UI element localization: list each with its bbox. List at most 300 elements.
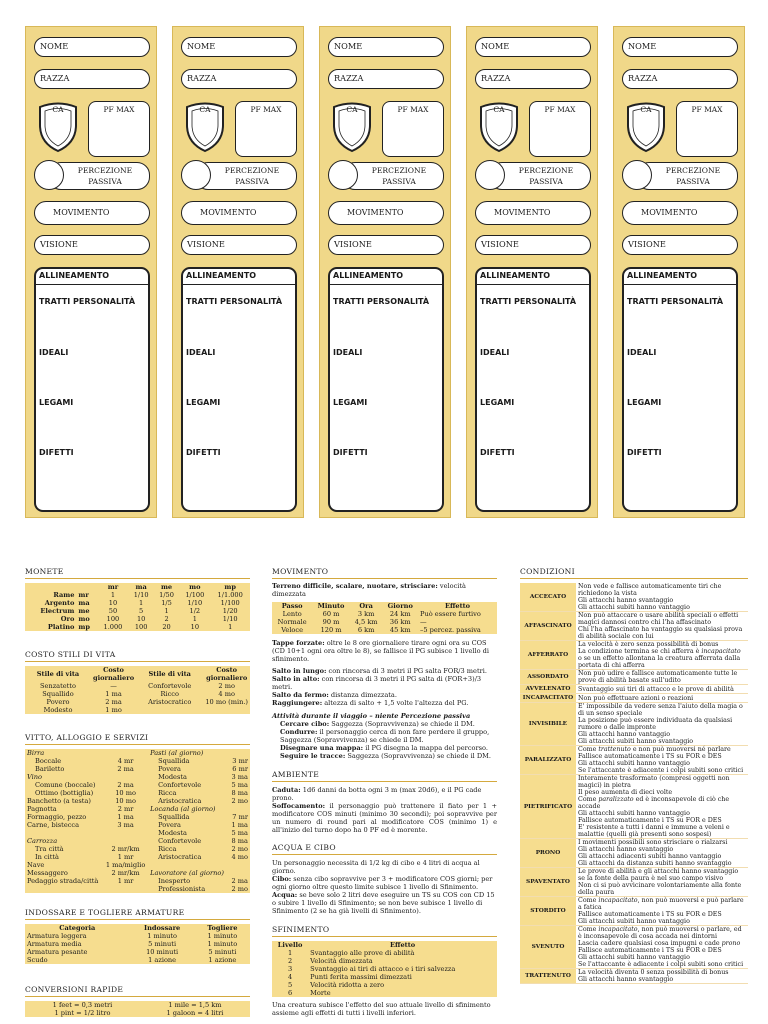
monete-row-cell: 1/100 [210, 599, 250, 607]
vitto-row-cell [25, 885, 103, 893]
armature-row [25, 948, 250, 956]
disegnare-mappa: Disegnare una mappa: il PG disegna la mappa del percorso. [280, 744, 488, 752]
monete-header-cell: mo [179, 583, 210, 591]
vitto-row-cell: 2 mo [229, 885, 250, 893]
armature-header-cell: Togliere [195, 924, 250, 932]
condizione-row [520, 670, 748, 685]
armature-row [25, 940, 250, 948]
divider [183, 284, 295, 285]
monete-row-cell: 1 [179, 615, 210, 623]
monete-header-cell: ma [128, 583, 153, 591]
vitto-row-cell: Confortevole [148, 837, 229, 845]
sfinimento-row-cell: 5 [272, 981, 308, 989]
vitto-row-cell: 6 mr [229, 765, 250, 773]
movimento-row-cell: Veloce [272, 626, 312, 634]
monete-row [25, 615, 250, 623]
monete-row-cell: 1 [128, 599, 153, 607]
movimento-row-cell: Normale [272, 618, 312, 626]
vitto-row [25, 829, 250, 837]
vitto-row-cell: Nave [25, 861, 103, 869]
sfinimento-section [272, 925, 497, 1017]
max-hp-box[interactable]: PF MAX [529, 101, 591, 157]
monete-row-cell: 2 [154, 615, 179, 623]
vitto-row-cell: 1 ma [103, 813, 148, 821]
vitto-row-cell: Pasti (al giorno) [148, 749, 229, 757]
passive-perception-circle[interactable] [181, 160, 211, 190]
condizione-row [520, 969, 748, 984]
vitto-row [25, 845, 250, 853]
alignment-label: ALLINEAMENTO [627, 271, 698, 280]
movimento-row-cell: Lento [272, 610, 312, 618]
vitto-row-cell: 2 ma [229, 877, 250, 885]
monete-row-cell: 1/10 [128, 591, 153, 599]
name-field[interactable]: NOME [475, 37, 591, 57]
vitto-row-cell [103, 773, 148, 781]
vitto-row-cell: Povera [148, 765, 229, 773]
personality-box[interactable] [328, 267, 444, 512]
vitto-row-cell: Aristocratica [148, 853, 229, 861]
vitto-row-cell: 10 mo [103, 789, 148, 797]
alignment-label: ALLINEAMENTO [333, 271, 404, 280]
personality-box[interactable] [622, 267, 738, 512]
vitto-row-cell: Boccale [25, 757, 103, 765]
passive-perception-box[interactable]: PERCEZIONE PASSIVA [636, 162, 738, 190]
vitto-row-cell: 2 mr/km [103, 869, 148, 877]
sfinimento-row-cell: 2 [272, 957, 308, 965]
monete-row [25, 607, 250, 615]
race-field[interactable]: RAZZA [328, 69, 444, 89]
condizione-effect: La velocità è zero senza possibilità di bonus La condizione termina se chi afferra è incapacitato o se un effetto allontana la creatura afferrata dalla portata di chi afferra [576, 641, 748, 670]
monete-row-cell: 1 [97, 591, 128, 599]
monete-row [25, 599, 250, 607]
personality-box[interactable] [34, 267, 150, 512]
conversioni-row-cell: 1 feet = 0,3 metri [25, 1001, 140, 1009]
monete-row-cell: 1/50 [154, 591, 179, 599]
movimento-title: MOVIMENTO [272, 567, 497, 579]
monete-row-cell: ma [76, 599, 97, 607]
vitto-row-cell: Birra [25, 749, 103, 757]
vision-field[interactable]: VISIONE [475, 235, 591, 255]
vitto-row [25, 765, 250, 773]
traits-label: TRATTI PERSONALITÀ [627, 297, 724, 306]
movimento-row [272, 610, 497, 618]
conversioni-row-cell: 1 galoon = 4 litri [140, 1009, 250, 1017]
condizione-effect: Come incapacitato, non può muoversi o parlare, ed è inconsapevole di cosa accada nei dintorni Lascia cadere qualsiasi cosa impugni e cade prono Fallisce automaticamente i TS su FOR e DES Gli attacchi subiti hanno vantaggio Se l'attaccante è adiacente i colpi subiti sono critici [576, 926, 748, 969]
ambiente-title: AMBIENTE [272, 770, 497, 782]
vitto-row-cell: Banchetto (a testa) [25, 797, 103, 805]
condizione-name: TRATTENUTO [520, 969, 576, 984]
passive-perception-box[interactable]: PERCEZIONE PASSIVA [342, 162, 444, 190]
vitto-row-cell: 2 mr [103, 805, 148, 813]
monete-row-cell: 10 [179, 623, 210, 631]
monete-row-cell: mp [76, 623, 97, 631]
sfinimento-header-cell: Livello [272, 941, 308, 949]
costo-row-cell: Povero [25, 698, 91, 706]
passive-perception-circle[interactable] [475, 160, 505, 190]
vitto-row-cell: 5 ma [229, 829, 250, 837]
armature-row [25, 956, 250, 964]
monete-row-cell: Argento [25, 599, 76, 607]
monete-row-cell: 1/2 [179, 607, 210, 615]
monete-row-cell: 20 [154, 623, 179, 631]
sfinimento-row-cell: Svantaggio ai tiri di attacco e i tiri salvezza [308, 965, 497, 973]
alignment-label: ALLINEAMENTO [186, 271, 257, 280]
acqua-p1: Un personaggio necessita di 1/2 kg di cibo e 4 litri di acqua al giorno. [272, 859, 480, 875]
condizione-effect: La velocità diventa 0 senza possibilità di bonus Gli attacchi hanno svantaggio [576, 969, 748, 984]
personality-box[interactable] [181, 267, 297, 512]
race-field[interactable]: RAZZA [475, 69, 591, 89]
vitto-row [25, 869, 250, 877]
costo-row-cell: 1 ma [91, 690, 136, 698]
monete-row-cell: 1 [154, 607, 179, 615]
sfinimento-row-cell: 1 [272, 949, 308, 957]
monete-row-cell: 1/10 [179, 599, 210, 607]
vitto-row-cell: Squallida [148, 813, 229, 821]
condizione-row [520, 641, 748, 670]
ac-label: CA [346, 105, 358, 114]
cercare-cibo: Cercare cibo: Saggezza (Sopravvivenza) se chiede il DM. [280, 720, 475, 728]
costo-row-cell: 2 ma [91, 698, 136, 706]
vitto-row-cell: Modesta [148, 829, 229, 837]
ac-label: CA [52, 105, 64, 114]
armature-header-cell: Indossare [129, 924, 194, 932]
movimento-row [272, 626, 497, 634]
condizione-name: PIETRIFICATO [520, 775, 576, 839]
costo-row-cell: Aristocratico [136, 698, 203, 706]
acqua-section [272, 843, 497, 915]
costo-row-cell: 10 mo (min.) [205, 698, 248, 706]
alignment-label: ALLINEAMENTO [39, 271, 110, 280]
passive-perception-circle[interactable] [622, 160, 652, 190]
tappe-forzate: Tappe forzate: oltre le 8 ore giornaliere tirare ogni ora su COS (CD 10+1 ogni ora oltre le 8), se fallisce il PG subisce 1 livello di sfinimento. [272, 639, 489, 663]
movimento-row-cell: 3 km [350, 610, 383, 618]
conversioni-title: CONVERSIONI RAPIDE [25, 985, 250, 997]
movement-field[interactable]: MOVIMENTO [475, 201, 591, 225]
condizione-name: AFFERRATO [520, 641, 576, 670]
costo-row-cell: Modesto [25, 706, 91, 714]
conversioni-table [25, 1001, 250, 1017]
condizione-name: ASSORDATO [520, 670, 576, 685]
soffocamento: Soffocamento: il personaggio può trattenere il fiato per 1 + modificatore COS minuti (minimo 30 secondi); poi sopravvive per un numero di round pari al modificatore COS (minimo 1) e all'inizio del turno dopo ha 0 PF ed è morente. [272, 802, 497, 834]
monete-row-cell: Electrum [25, 607, 76, 615]
vision-field[interactable]: VISIONE [34, 235, 150, 255]
max-hp-box[interactable]: PF MAX [88, 101, 150, 157]
ideals-label: IDEALI [186, 348, 216, 357]
personality-box[interactable] [475, 267, 591, 512]
vitto-row-cell: Professionista [148, 885, 229, 893]
vision-field[interactable]: VISIONE [622, 235, 738, 255]
costo-row [25, 698, 250, 706]
raggiungere: Raggiungere: altezza di salto + 1,5 volte l'altezza del PG. [272, 699, 469, 707]
movimento-header-cell: Minuto [312, 602, 350, 610]
condizione-row [520, 868, 748, 897]
traits-label: TRATTI PERSONALITÀ [480, 297, 577, 306]
vitto-row-cell: 1 ma/miglio [103, 861, 148, 869]
sfinimento-footer: Una creatura subisce l'effetto del suo attuale livello di sfinimento assieme agli effetti di tutti i livelli inferiori. [272, 1001, 491, 1017]
movimento-header-cell: Effetto [418, 602, 497, 610]
salto-alto: Salto in alto: con rincorsa di 3 metri il PG salta di (FOR+3)/3 metri. [272, 675, 482, 691]
vitto-row-cell [103, 885, 148, 893]
sfinimento-row-cell: 6 [272, 989, 308, 997]
monete-header-cell [25, 583, 76, 591]
condizione-effect: E' impossibile da vedere senza l'aiuto della magia o di un senso speciale La posizione può essere individuata da qualsiasi rumore o dalle impronte Gli attacchi hanno vantaggio Gli attacchi subiti hanno svantaggio [576, 703, 748, 746]
race-field[interactable]: RAZZA [34, 69, 150, 89]
condizione-name: INVISIBILE [520, 703, 576, 746]
condizione-effect: I movimenti possibili sono strisciare o rialzarsi Gli attacchi hanno svantaggio Gli attacchi adiacenti subiti hanno vantaggio Gli attacchi da distanza subiti hanno svantaggio [576, 839, 748, 868]
armor-class-shield-icon[interactable] [475, 101, 523, 153]
armature-row-cell: Armatura pesante [25, 948, 129, 956]
condizione-effect: Come incapacitato, non può muoversi e può parlare a fatica Fallisce automaticamente i TS su FOR e DES Gli attacchi subiti hanno vantaggio [576, 897, 748, 926]
sfinimento-row-cell: 4 [272, 973, 308, 981]
vitto-row-cell: 2 ma [103, 765, 148, 773]
vitto-row-cell [229, 749, 250, 757]
vitto-row-cell: 2 mo [229, 797, 250, 805]
monete-row-cell: Oro [25, 615, 76, 623]
bonds-label: LEGAMI [480, 398, 515, 407]
condizione-row [520, 612, 748, 641]
movement-field[interactable]: MOVIMENTO [328, 201, 444, 225]
bonds-label: LEGAMI [627, 398, 662, 407]
vitto-row-cell: 1 mr [103, 853, 148, 861]
monete-row-cell: Rame [25, 591, 76, 599]
condizioni-title: CONDIZIONI [520, 567, 748, 579]
costo-h2: Costo giornaliero [92, 666, 135, 682]
vitto-row-cell [229, 861, 250, 869]
max-hp-box[interactable]: PF MAX [235, 101, 297, 157]
condizione-effect: Non può effettuare azioni o reazioni [576, 694, 748, 703]
passive-perception-circle[interactable] [328, 160, 358, 190]
acqua-title: ACQUA E CIBO [272, 843, 497, 855]
vitto-row [25, 813, 250, 821]
vitto-row [25, 757, 250, 765]
acqua-acqua: Acqua: se beve solo 2 litri deve eseguire un TS su COS con CD 15 o subire 1 livello di Sfinimento; se non beve subisce 1 livello di Sfinimento (2 se ha già livelli di Sfinimento). [272, 891, 495, 915]
vitto-row [25, 837, 250, 845]
costo-row [25, 690, 250, 698]
condizione-row [520, 703, 748, 746]
sfinimento-row-cell: Velocità ridotta a zero [308, 981, 497, 989]
costo-row-cell: 2 mo [203, 682, 250, 690]
monete-row-cell: 1/10 [210, 615, 250, 623]
movimento-header-cell: Passo [272, 602, 312, 610]
vitto-section [25, 733, 250, 893]
vitto-row-cell: 3 mr [229, 757, 250, 765]
armor-class-shield-icon[interactable] [181, 101, 229, 153]
vitto-row-cell: Messaggero [25, 869, 103, 877]
monete-row-cell: Platino [25, 623, 76, 631]
monete-row [25, 623, 250, 631]
vitto-row [25, 781, 250, 789]
armature-row-cell: 5 minuti [195, 948, 250, 956]
vitto-row-cell: 8 ma [229, 789, 250, 797]
armature-row-cell: 10 minuti [129, 948, 194, 956]
conversioni-row [25, 1009, 250, 1017]
vitto-row-cell [103, 829, 148, 837]
condizione-name: INCAPACITATO [520, 694, 576, 703]
condizione-name: PRONO [520, 839, 576, 868]
vitto-row [25, 885, 250, 893]
armature-row-cell: 1 minuto [195, 932, 250, 940]
costo-row-cell [136, 706, 203, 714]
armature-header-cell: Categoria [25, 924, 129, 932]
vitto-row [25, 821, 250, 829]
armor-class-shield-icon[interactable] [328, 101, 376, 153]
condizione-name: SVENUTO [520, 926, 576, 969]
bonds-label: LEGAMI [186, 398, 221, 407]
monete-row-cell: 5 [128, 607, 153, 615]
condizione-effect: Interamente trasformato (compresi oggetti non magici) in pietra Il peso aumenta di dieci volte Come paralizzato ed è inconsapevole di ciò che accade Gli attacchi subiti hanno vantaggio Fallisce automaticamente i TS su FOR e DES E' resistente a tutti i danni e immune a veleni e malattie (quelli già presenti sono sospesi) [576, 775, 748, 839]
monete-row-cell: mo [76, 615, 97, 623]
vitto-row-cell: Pagnotta [25, 805, 103, 813]
race-field[interactable]: RAZZA [181, 69, 297, 89]
monete-row [25, 591, 250, 599]
character-card [466, 26, 598, 518]
monete-row-cell: mr [76, 591, 97, 599]
armature-table [25, 924, 250, 964]
flaws-label: DIFETTI [333, 448, 368, 457]
movement-field[interactable]: MOVIMENTO [181, 201, 297, 225]
vitto-row [25, 853, 250, 861]
monete-header-cell [76, 583, 97, 591]
monete-row-cell: 50 [97, 607, 128, 615]
condizione-row [520, 694, 748, 703]
vitto-row-cell [229, 869, 250, 877]
vitto-row-cell: 2 mo [229, 845, 250, 853]
movimento-header-cell: Ora [350, 602, 383, 610]
vitto-row [25, 773, 250, 781]
armature-row-cell: Armatura media [25, 940, 129, 948]
condizioni-table [520, 583, 748, 984]
vitto-row-cell: 5 ma [229, 781, 250, 789]
movement-field[interactable]: MOVIMENTO [622, 201, 738, 225]
costo-h3: Stile di vita [136, 666, 203, 682]
salto-lungo: Salto in lungo: con rincorsa di 3 metri il PG salta FOR/3 metri. [272, 667, 487, 675]
armature-row-cell: Scudo [25, 956, 129, 964]
armor-class-shield-icon[interactable] [622, 101, 670, 153]
costo-h1: Stile di vita [25, 666, 91, 682]
movimento-row-cell: 4,5 km [350, 618, 383, 626]
vitto-row-cell: Carne, bistecca [25, 821, 103, 829]
name-field[interactable]: NOME [622, 37, 738, 57]
conversioni-row-cell: 1 mile = 1,5 km [140, 1001, 250, 1009]
vision-field[interactable]: VISIONE [181, 235, 297, 255]
vitto-row-cell: 4 mr [103, 757, 148, 765]
monete-row-cell: 1/20 [210, 607, 250, 615]
movement-field[interactable]: MOVIMENTO [34, 201, 150, 225]
max-hp-box[interactable]: PF MAX [676, 101, 738, 157]
armature-section [25, 908, 250, 964]
costo-table [25, 666, 250, 714]
movimento-row-cell: 36 km [383, 618, 419, 626]
ac-label: CA [640, 105, 652, 114]
armature-row [25, 932, 250, 940]
alignment-label: ALLINEAMENTO [480, 271, 551, 280]
character-card [172, 26, 304, 518]
monete-row-cell: 1 [210, 623, 250, 631]
condizione-effect: Le prove di abilità e gli attacchi hanno svantaggio se la fonte della paura è nel suo campo visivo Non ci si può avvicinare volontariamente alla fonte della paura [576, 868, 748, 897]
movimento-row-cell: Può essere furtivo [418, 610, 497, 618]
condizione-row [520, 839, 748, 868]
armor-class-shield-icon[interactable] [34, 101, 82, 153]
armature-row-cell: 1 azione [129, 956, 194, 964]
monete-section [25, 567, 250, 631]
vitto-row-cell: 1 ma [229, 821, 250, 829]
name-field[interactable]: NOME [181, 37, 297, 57]
armature-row-cell: 5 minuti [129, 940, 194, 948]
armature-title: INDOSSARE E TOGLIERE ARMATURE [25, 908, 250, 920]
vitto-row-cell: Formaggio, pezzo [25, 813, 103, 821]
monete-row-cell: 1/100 [179, 591, 210, 599]
condizione-name: STORDITO [520, 897, 576, 926]
passive-perception-box[interactable]: PERCEZIONE PASSIVA [489, 162, 591, 190]
movimento-row-cell: 45 km [383, 626, 419, 634]
movimento-row-cell: 6 km [350, 626, 383, 634]
vitto-row-cell: Bariletto [25, 765, 103, 773]
condizione-effect: Non può udire e fallisce automaticamente tutte le prove di abilità basate sull'udito [576, 670, 748, 685]
vitto-row-cell: Ricca [148, 789, 229, 797]
passive-perception-box[interactable]: PERCEZIONE PASSIVA [48, 162, 150, 190]
ideals-label: IDEALI [333, 348, 363, 357]
sfinimento-row [272, 949, 497, 957]
divider [330, 284, 442, 285]
monete-row-cell: me [76, 607, 97, 615]
monete-row-cell: 1/1.000 [210, 591, 250, 599]
condizione-effect: Svantaggio sui tiri di attacco e le prove di abilità [576, 685, 748, 694]
vitto-row-cell: 4 mo [229, 853, 250, 861]
max-hp-box[interactable]: PF MAX [382, 101, 444, 157]
character-card [25, 26, 157, 518]
conversioni-section [25, 985, 250, 1017]
movimento-row [272, 618, 497, 626]
flaws-label: DIFETTI [480, 448, 515, 457]
movimento-row-cell: — [418, 618, 497, 626]
condizione-effect: Non vede e fallisce automaticamente tiri che richiedono la vista Gli attacchi hanno svantaggio Gli attacchi subiti hanno vantaggio [576, 583, 748, 612]
vitto-row-cell [148, 861, 229, 869]
character-card [319, 26, 451, 518]
movimento-row-cell: 120 m [312, 626, 350, 634]
vitto-row-cell: Tra città [25, 845, 103, 853]
movimento-row-cell: 24 km [383, 610, 419, 618]
passive-perception-box[interactable]: PERCEZIONE PASSIVA [195, 162, 297, 190]
race-field[interactable]: RAZZA [622, 69, 738, 89]
vitto-row-cell: 10 mo [103, 797, 148, 805]
vision-field[interactable]: VISIONE [328, 235, 444, 255]
name-field[interactable]: NOME [34, 37, 150, 57]
vitto-row-cell: Ricca [148, 845, 229, 853]
monete-header-cell: mr [97, 583, 128, 591]
sfinimento-header-cell: Effetto [308, 941, 497, 949]
costo-row-cell: Senzatetto [25, 682, 91, 690]
conversioni-row [25, 1001, 250, 1009]
name-field[interactable]: NOME [328, 37, 444, 57]
vitto-row-cell: In città [25, 853, 103, 861]
traits-label: TRATTI PERSONALITÀ [39, 297, 136, 306]
armature-row-cell: Armatura leggera [25, 932, 129, 940]
monete-row-cell: 10 [97, 599, 128, 607]
caduta: Caduta: 1d6 danni da botta ogni 3 m (max 20d6), e il PG cade prono. [272, 786, 482, 802]
condizioni-section [520, 567, 748, 984]
sfinimento-row-cell: Svantaggio alle prove di abilità [308, 949, 497, 957]
movimento-intro: Terreno difficile, scalare, nuotare, strisciare: velocità dimezzata [272, 582, 466, 598]
passive-perception-circle[interactable] [34, 160, 64, 190]
vitto-row-cell: Inesperto [148, 877, 229, 885]
condizione-name: AVVELENATO [520, 685, 576, 694]
ideals-label: IDEALI [627, 348, 657, 357]
flaws-label: DIFETTI [39, 448, 74, 457]
attivita-title: Attività durante il viaggio – niente Percezione passiva [272, 712, 471, 720]
vitto-row-cell: Pedaggio strada/città [25, 877, 103, 885]
flaws-label: DIFETTI [627, 448, 662, 457]
condizione-effect: Come trattenuto e non può muoversi né parlare Fallisce automaticamente i TS su FOR e DES Gli attacchi subiti hanno vantaggio Se l'attaccante è adiacente i colpi subiti sono critici [576, 746, 748, 775]
